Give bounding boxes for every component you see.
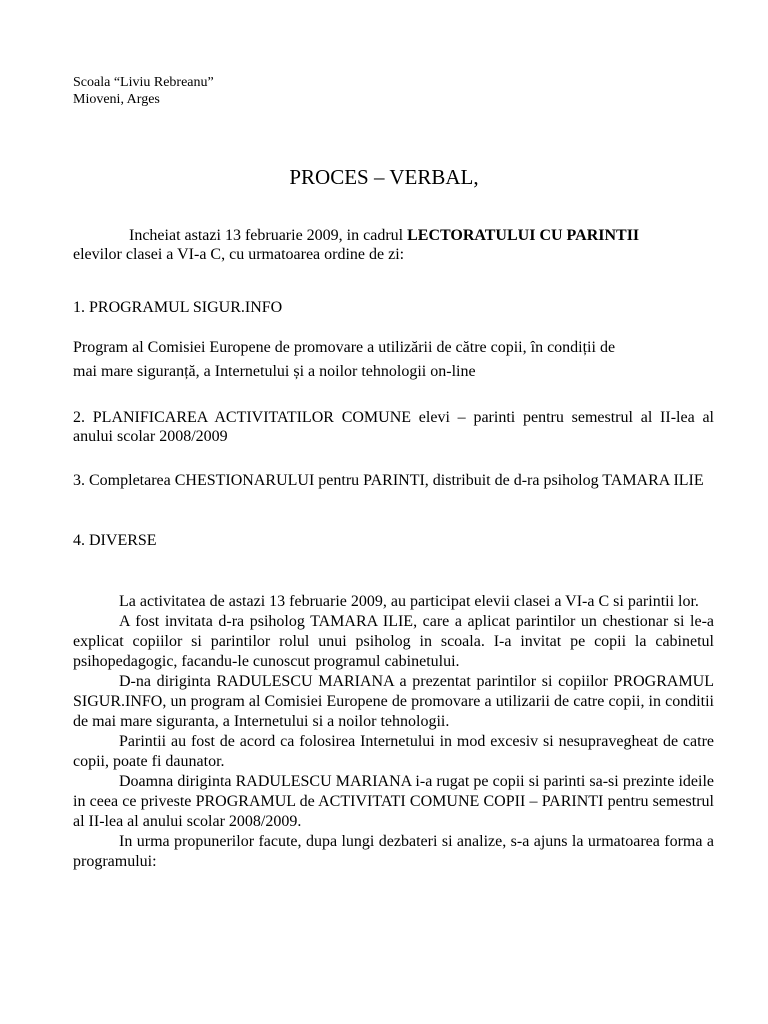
agenda-item-1-desc-line2: mai mare siguranță, a Internetului și a noilor tehnologii on-line: [73, 363, 476, 380]
body-paragraph-4: Parintii au fost de acord ca folosirea Internetului in mod excesiv si nesupravegheat de catre copii, poate fi daunator.: [73, 733, 714, 770]
agenda-item-1-description: [73, 336, 714, 384]
body-paragraph-1: La activitatea de astazi 13 februarie 2009, au participat elevii clasei a VI-a C si parintii lor.: [119, 593, 699, 610]
agenda-item-1-title: 1. PROGRAMUL SIGUR.INFO: [73, 299, 283, 316]
agenda-item-4: 4. DIVERSE: [73, 532, 157, 549]
agenda-item-3: 3. Completarea CHESTIONARULUI pentru PARINTI, distribuit de d-ra psiholog TAMARA ILIE: [73, 472, 704, 489]
body-paragraph-6: In urma propunerilor facute, dupa lungi dezbateri si analize, s-a ajuns la urmatoarea forma a programului:: [73, 833, 714, 870]
body-paragraph-2: A fost invitata d-ra psiholog TAMARA ILIE, care a aplicat parintilor un chestionar si le-a explicat copiilor si parintilor rolul unui psiholog in scoala. I-a invitat pe copii la cabinetul psihopedagogic, facandu-le cunoscut programul cabinetului.: [73, 613, 714, 670]
intro-text-end: elevilor clasei a VI-a C, cu urmatoarea ordine de zi:: [73, 246, 405, 263]
document-title: PROCES – VERBAL,: [289, 165, 479, 189]
body-paragraph-5: Doamna diriginta RADULESCU MARIANA i-a rugat pe copii si parinti sa-si prezinte ideile in ceea ce priveste PROGRAMUL de ACTIVITATI COMUNE COPII – PARINTI pentru semestrul al II-lea al anului scolar 2008/2009.: [73, 773, 714, 830]
school-location: Mioveni, Arges: [73, 92, 160, 107]
body-paragraph-3: D-na diriginta RADULESCU MARIANA a prezentat parintilor si copiilor PROGRAMUL SIGUR.INFO, un program al Comisiei Europene de promovare a utilizarii de catre copii, in conditii de mai mare siguranta, a Internetului si a noilor tehnologii.: [73, 673, 714, 730]
minutes-body: [73, 592, 714, 872]
school-name: Scoala “Liviu Rebreanu”: [73, 75, 214, 90]
school-header: [73, 74, 214, 108]
intro-paragraph: [73, 226, 714, 264]
intro-text-start: Incheiat astazi 13 februarie 2009, in cadrul: [129, 227, 408, 244]
agenda-item-2: 2. PLANIFICAREA ACTIVITATILOR COMUNE elevi – parinti pentru semestrul al II-lea al anului scolar 2008/2009: [73, 409, 714, 445]
intro-bold-text: LECTORATULUI CU PARINTII: [407, 227, 640, 244]
agenda-item-1-desc-line1: Program al Comisiei Europene de promovare a utilizării de către copii, în condiții de: [73, 339, 616, 356]
